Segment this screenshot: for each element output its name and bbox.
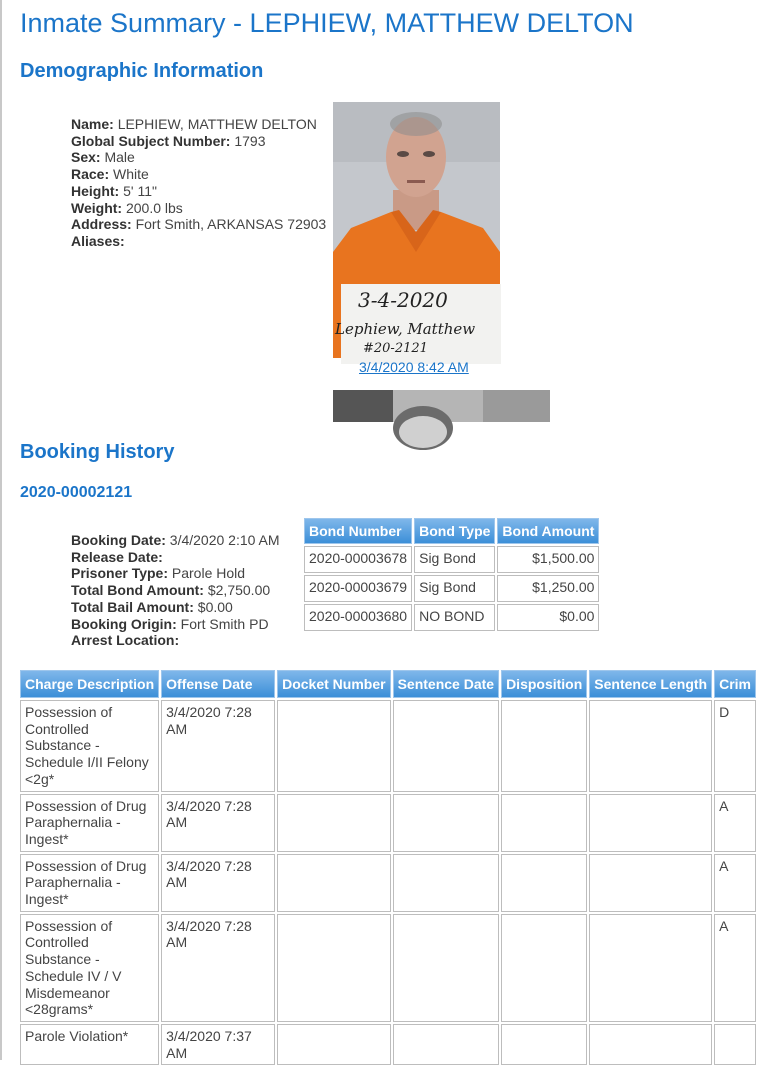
disposition-header: Disposition: [501, 670, 587, 698]
crime-class-header: Crim: [714, 670, 756, 698]
charge-description-cell: Parole Violation*: [20, 1024, 159, 1065]
disposition-cell: [501, 914, 587, 1022]
charge-description-cell: Possession of Controlled Substance - Schedule I/II Felony <2g*: [20, 700, 159, 792]
field-release-date: Release Date:: [71, 548, 163, 565]
booking-fields: [71, 532, 280, 649]
sentence-date-cell: [393, 794, 499, 852]
field-height: Height: 5' 11": [71, 182, 157, 199]
photo-board-number: #20-2121: [363, 341, 428, 356]
field-weight: Weight: 200.0 lbs: [71, 199, 183, 216]
bond-row: [304, 546, 599, 573]
sentence-length-cell: [589, 794, 712, 852]
offense-date-cell: 3/4/2020 7:28 AM: [161, 854, 275, 912]
sentence-date-cell: [393, 914, 499, 1022]
docket-number-cell: [277, 794, 390, 852]
photo-board-date: 3-4-2020: [358, 288, 448, 312]
photo-board-name: Lephiew, Matthew: [335, 320, 476, 338]
charge-row: [20, 854, 756, 912]
bond-type-cell: Sig Bond: [414, 575, 495, 602]
charge-description-header: Charge Description: [20, 670, 159, 698]
offense-date-cell: 3/4/2020 7:37 AM: [161, 1024, 275, 1065]
charge-row: [20, 914, 756, 1022]
second-photo-thumbnail[interactable]: [333, 390, 550, 422]
second-photo-image: [333, 390, 550, 422]
bond-table-header-row: [304, 518, 599, 544]
demographic-fields: [71, 116, 326, 250]
bond-number-header: Bond Number: [304, 518, 412, 544]
docket-number-cell: [277, 700, 390, 792]
docket-number-cell: [277, 1024, 390, 1065]
sentence-length-cell: [589, 700, 712, 792]
field-aliases: Aliases:: [71, 232, 125, 249]
offense-date-cell: 3/4/2020 7:28 AM: [161, 700, 275, 792]
crime-class-cell: A: [714, 854, 756, 912]
bond-amount-cell: $1,250.00: [497, 575, 599, 602]
crime-class-cell: D: [714, 700, 756, 792]
field-name: Name: LEPHIEW, MATTHEW DELTON: [71, 116, 317, 132]
offense-date-cell: 3/4/2020 7:28 AM: [161, 794, 275, 852]
charge-row: [20, 700, 756, 792]
bond-table: [302, 516, 601, 633]
field-booking-origin: Booking Origin: Fort Smith PD: [71, 615, 269, 632]
offense-date-cell: 3/4/2020 7:28 AM: [161, 914, 275, 1022]
field-arrest-location: Arrest Location:: [71, 632, 180, 649]
field-sex: Sex: Male: [71, 149, 135, 166]
disposition-cell: [501, 700, 587, 792]
bond-number-cell: 2020-00003680: [304, 604, 412, 631]
photo-timestamp-link[interactable]: 3/4/2020 8:42 AM: [359, 359, 469, 375]
charge-description-cell: Possession of Drug Paraphernalia - Ingest*: [20, 794, 159, 852]
mugshot-photo[interactable]: [333, 102, 500, 358]
field-global-subject-number: Global Subject Number: 1793: [71, 132, 266, 149]
field-booking-date: Booking Date: 3/4/2020 2:10 AM: [71, 532, 280, 548]
booking-number-link[interactable]: 2020-00002121: [20, 484, 133, 501]
sentence-length-cell: [589, 914, 712, 1022]
sentence-length-cell: [589, 854, 712, 912]
offense-date-header: Offense Date: [161, 670, 275, 698]
sentence-date-cell: [393, 1024, 499, 1065]
docket-number-header: Docket Number: [277, 670, 390, 698]
sentence-date-cell: [393, 700, 499, 792]
field-race: Race: White: [71, 166, 149, 183]
bond-number-cell: 2020-00003678: [304, 546, 412, 573]
bond-row: [304, 604, 599, 631]
charges-table-header-row: [20, 670, 756, 698]
charge-description-cell: Possession of Drug Paraphernalia - Ingest*: [20, 854, 159, 912]
charge-row: [20, 1024, 756, 1065]
demographic-heading: Demographic Information: [20, 60, 264, 82]
bond-amount-cell: $1,500.00: [497, 546, 599, 573]
booking-history-heading: Booking History: [20, 441, 175, 463]
page-title: Inmate Summary - LEPHIEW, MATTHEW DELTON: [20, 8, 634, 38]
crime-class-cell: A: [714, 914, 756, 1022]
field-total-bail-amount: Total Bail Amount: $0.00: [71, 598, 233, 615]
bond-amount-header: Bond Amount: [497, 518, 599, 544]
field-address: Address: Fort Smith, ARKANSAS 72903: [71, 216, 327, 233]
charges-table: [18, 668, 758, 1067]
sentence-date-cell: [393, 854, 499, 912]
bond-number-cell: 2020-00003679: [304, 575, 412, 602]
disposition-cell: [501, 1024, 587, 1065]
field-total-bond-amount: Total Bond Amount: $2,750.00: [71, 582, 271, 599]
disposition-cell: [501, 854, 587, 912]
sentence-length-cell: [589, 1024, 712, 1065]
charge-description-cell: Possession of Controlled Substance - Schedule IV / V Misdemeanor <28grams*: [20, 914, 159, 1022]
bond-type-header: Bond Type: [414, 518, 495, 544]
bond-type-cell: Sig Bond: [414, 546, 495, 573]
crime-class-cell: [714, 1024, 756, 1065]
bond-row: [304, 575, 599, 602]
sentence-date-header: Sentence Date: [393, 670, 499, 698]
field-prisoner-type: Prisoner Type: Parole Hold: [71, 565, 246, 582]
mugshot-image: [333, 102, 500, 358]
page-left-border: [0, 0, 2, 1060]
disposition-cell: [501, 794, 587, 852]
bond-type-cell: NO BOND: [414, 604, 495, 631]
docket-number-cell: [277, 914, 390, 1022]
sentence-length-header: Sentence Length: [589, 670, 712, 698]
docket-number-cell: [277, 854, 390, 912]
crime-class-cell: A: [714, 794, 756, 852]
charge-row: [20, 794, 756, 852]
bond-amount-cell: $0.00: [497, 604, 599, 631]
